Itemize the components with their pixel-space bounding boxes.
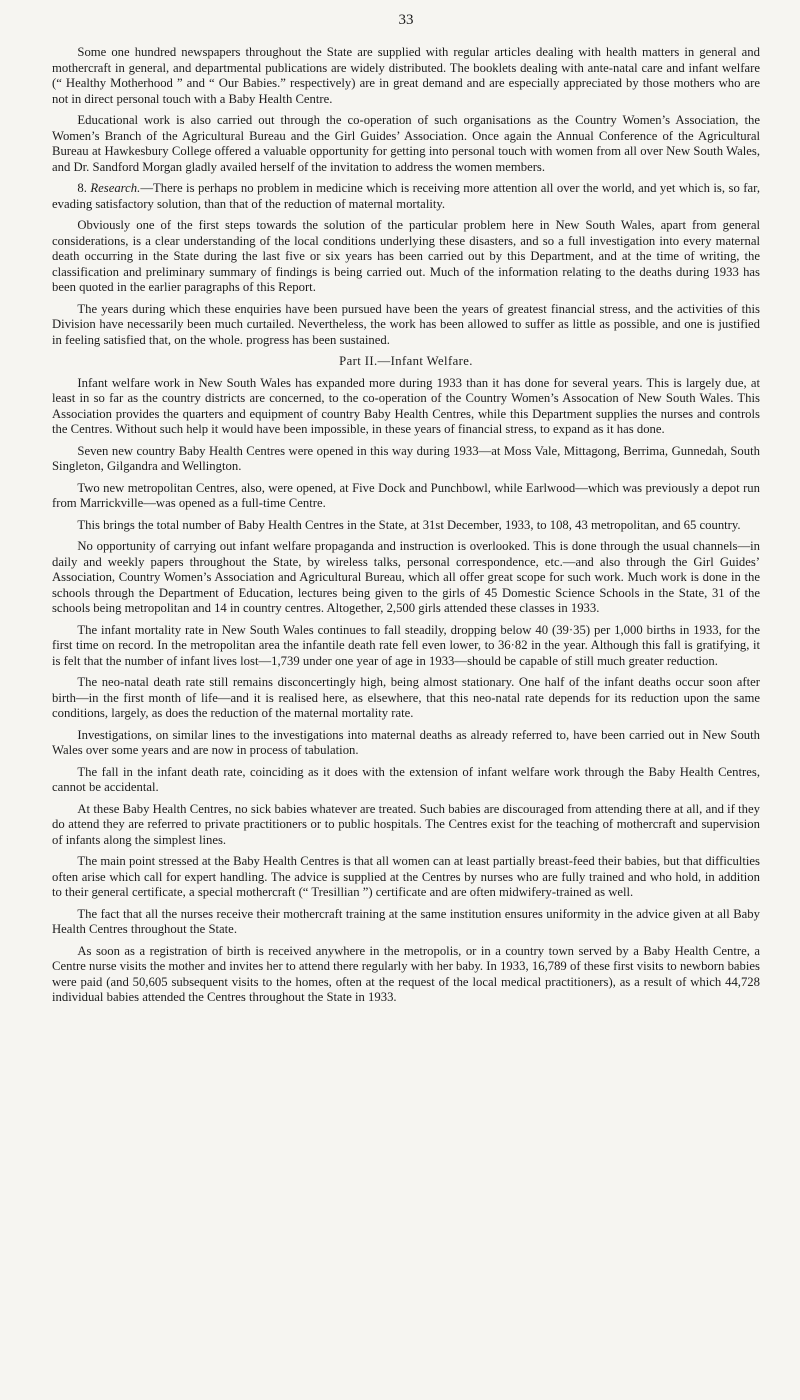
- paragraph-breast-feed: The main point stressed at the Baby Health Centres is that all women can at least partially breast-feed their babies, but that difficulties often arise which call for expert handling. The advice is supplied at the Centres by nurses who are fully trained and who hold, in addition to their general certificate, a special mothercraft (“ Tresillian ”) certificate and are often midwifery-trained as well.: [52, 854, 760, 899]
- paragraph-nurse-training: The fact that all the nurses receive their mothercraft training at the same institution ensures uniformity in the advice given at all Baby Health Centres throughout the State.: [52, 906, 760, 936]
- paragraph-infant-welfare-expansion: Infant welfare work in New South Wales has expanded more during 1933 than it has done for several years. This is largely due, at least in so far as the country districts are concerned, to the co-operation of the Country Women’s Assocation of New South Wales. This Association provides the quarters and equipment of country Baby Health Centres, while this Department supplies the nurses and controls the Centres. Without such help it would have been impossible, in these years of financial stress, to expand as it has done.: [52, 375, 760, 436]
- paragraph-propaganda: No opportunity of carrying out infant welfare propaganda and instruction is overlooked. This is done through the usual channels—in daily and weekly papers throughout the State, by wireless talks, personal correspondence, etc.—and also through the Girl Guides’ Association, Country Women’s Association and Agricultural Bureau, which all offer great scope for such work. Much work is done in the schools through the Department of Education, lectures being given to the girls of 45 Domestic Science Schools in the State, 31 of the schools being metropolitan and 14 in country centres. Altogether, 2,500 girls attended these classes in 1933.: [52, 539, 760, 615]
- research-title: Research.: [90, 181, 141, 195]
- research-number: 8.: [77, 181, 87, 195]
- paragraph-metropolitan-centres: Two new metropolitan Centres, also, were opened, at Five Dock and Punchbowl, while Earlwood—which was previously a depot run from Marrickville—was opened as a full-time Centre.: [52, 480, 760, 510]
- paragraph-research-stress: The years during which these enquiries have been pursued have been the years of greatest financial stress, and the activities of this Division have necessarily been much curtailed. Nevertheless, the work has been allowed to suffer as little as possible, and one is justified in feeling satisfied that, on the whole. progress has been sustained.: [52, 301, 760, 347]
- part-two-heading: Part II.—Infant Welfare.: [339, 354, 473, 368]
- paragraph-investigations: Investigations, on similar lines to the investigations into maternal deaths as already referred to, have been carried out in New South Wales over some years and are now in process of tabulation.: [52, 727, 760, 757]
- paragraph-total-centres: This brings the total number of Baby Health Centres in the State, at 31st December, 1933, to 108, 43 metropolitan, and 65 country.: [77, 517, 741, 532]
- paragraph-mortality-rate: The infant mortality rate in New South Wales continues to fall steadily, dropping below 40 (39·35) per 1,000 births in 1933, for the first time on record. In the metropolitan area the infantile death rate fell even lower, to 36·82 in the year. Although this fall is gratifying, it is felt that the number of infant lives lost—1,739 under one year of age in 1933—should be capable of still much greater reduction.: [52, 622, 760, 668]
- page-number: 33: [398, 12, 414, 28]
- paragraph-fall-death-rate: The fall in the infant death rate, coinciding as it does with the extension of infant welfare work through the Baby Health Centres, cannot be accidental.: [52, 764, 760, 794]
- paragraph-country-centres: Seven new country Baby Health Centres were opened in this way during 1933—at Moss Vale, Mittagong, Berrima, Gunnedah, South Singleton, Gilgandra and Wellington.: [52, 443, 760, 473]
- research-lead: —There is perhaps no problem in medicine which is receiving more attention all over the world, and yet which is, so far, evading satisfactory solution, than that of the reduction of maternal mortality.: [52, 181, 761, 211]
- paragraph-research-heading: [52, 181, 760, 212]
- paragraph-educational-work: Educational work is also carried out through the co-operation of such organisations as the Country Women’s Association, the Women’s Branch of the Agricultural Bureau and the Girl Guides’ Association. Once again the Annual Conference of the Agricultural Bureau at Hawkesbury College offered a valuable opportunity for getting into personal touch with women from all over New South Wales, and Dr. Sandford Morgan gladly availed herself of the invitation to address the women members.: [52, 113, 760, 174]
- paragraph-no-sick-babies: At these Baby Health Centres, no sick babies whatever are treated. Such babies are discouraged from attending there at all, and if they do attend they are referred to private practitioners or to public hospitals. The Centres exist for the teaching of mothercraft and supervision of infants along the simplest lines.: [52, 801, 760, 847]
- paragraph-newspapers: Some one hundred newspapers throughout the State are supplied with regular articles dealing with health matters in general and mothercraft in general, and departmental publications are widely distributed. The booklets dealing with ante-natal care and infant welfare (“ Healthy Motherhood ” and “ Our Babies.” respectively) are in great demand and are especially appreciated by those mothers who are not in direct personal touch with a Baby Health Centre.: [52, 45, 760, 106]
- paragraph-research-investigation: Obviously one of the first steps towards the solution of the particular problem here in New South Wales, apart from general considerations, is a clear understanding of the local conditions underlying these disasters, and so a full investigation into every maternal death occurring in the State during the last five or six years has been carried out by this Department, and at the time of writing, the classification and preliminary summary of findings is being carried out. Much of the information relating to the deaths during 1933 has been quoted in the earlier paragraphs of this Report.: [52, 218, 760, 294]
- paragraph-registration-visits: As soon as a registration of birth is received anywhere in the metropolis, or in a country town served by a Baby Health Centre, a Centre nurse visits the mother and invites her to attend there regularly with her baby. In 1933, 16,789 of these first visits to newborn babies were paid (and 50,605 subsequent visits to the homes, often at the request of the local medical practitioners), as a result of which 44,728 individual babies attended the Centres throughout the State in 1933.: [52, 943, 760, 1004]
- paragraph-neo-natal: The neo-natal death rate still remains disconcertingly high, being almost stationary. One half of the infant deaths occur soon after birth—in the first month of life—and it is realised here, as elsewhere, that this neo-natal rate depends for its reduction upon the same conditions, largely, as does the reduction of the maternal mortality rate.: [52, 675, 760, 720]
